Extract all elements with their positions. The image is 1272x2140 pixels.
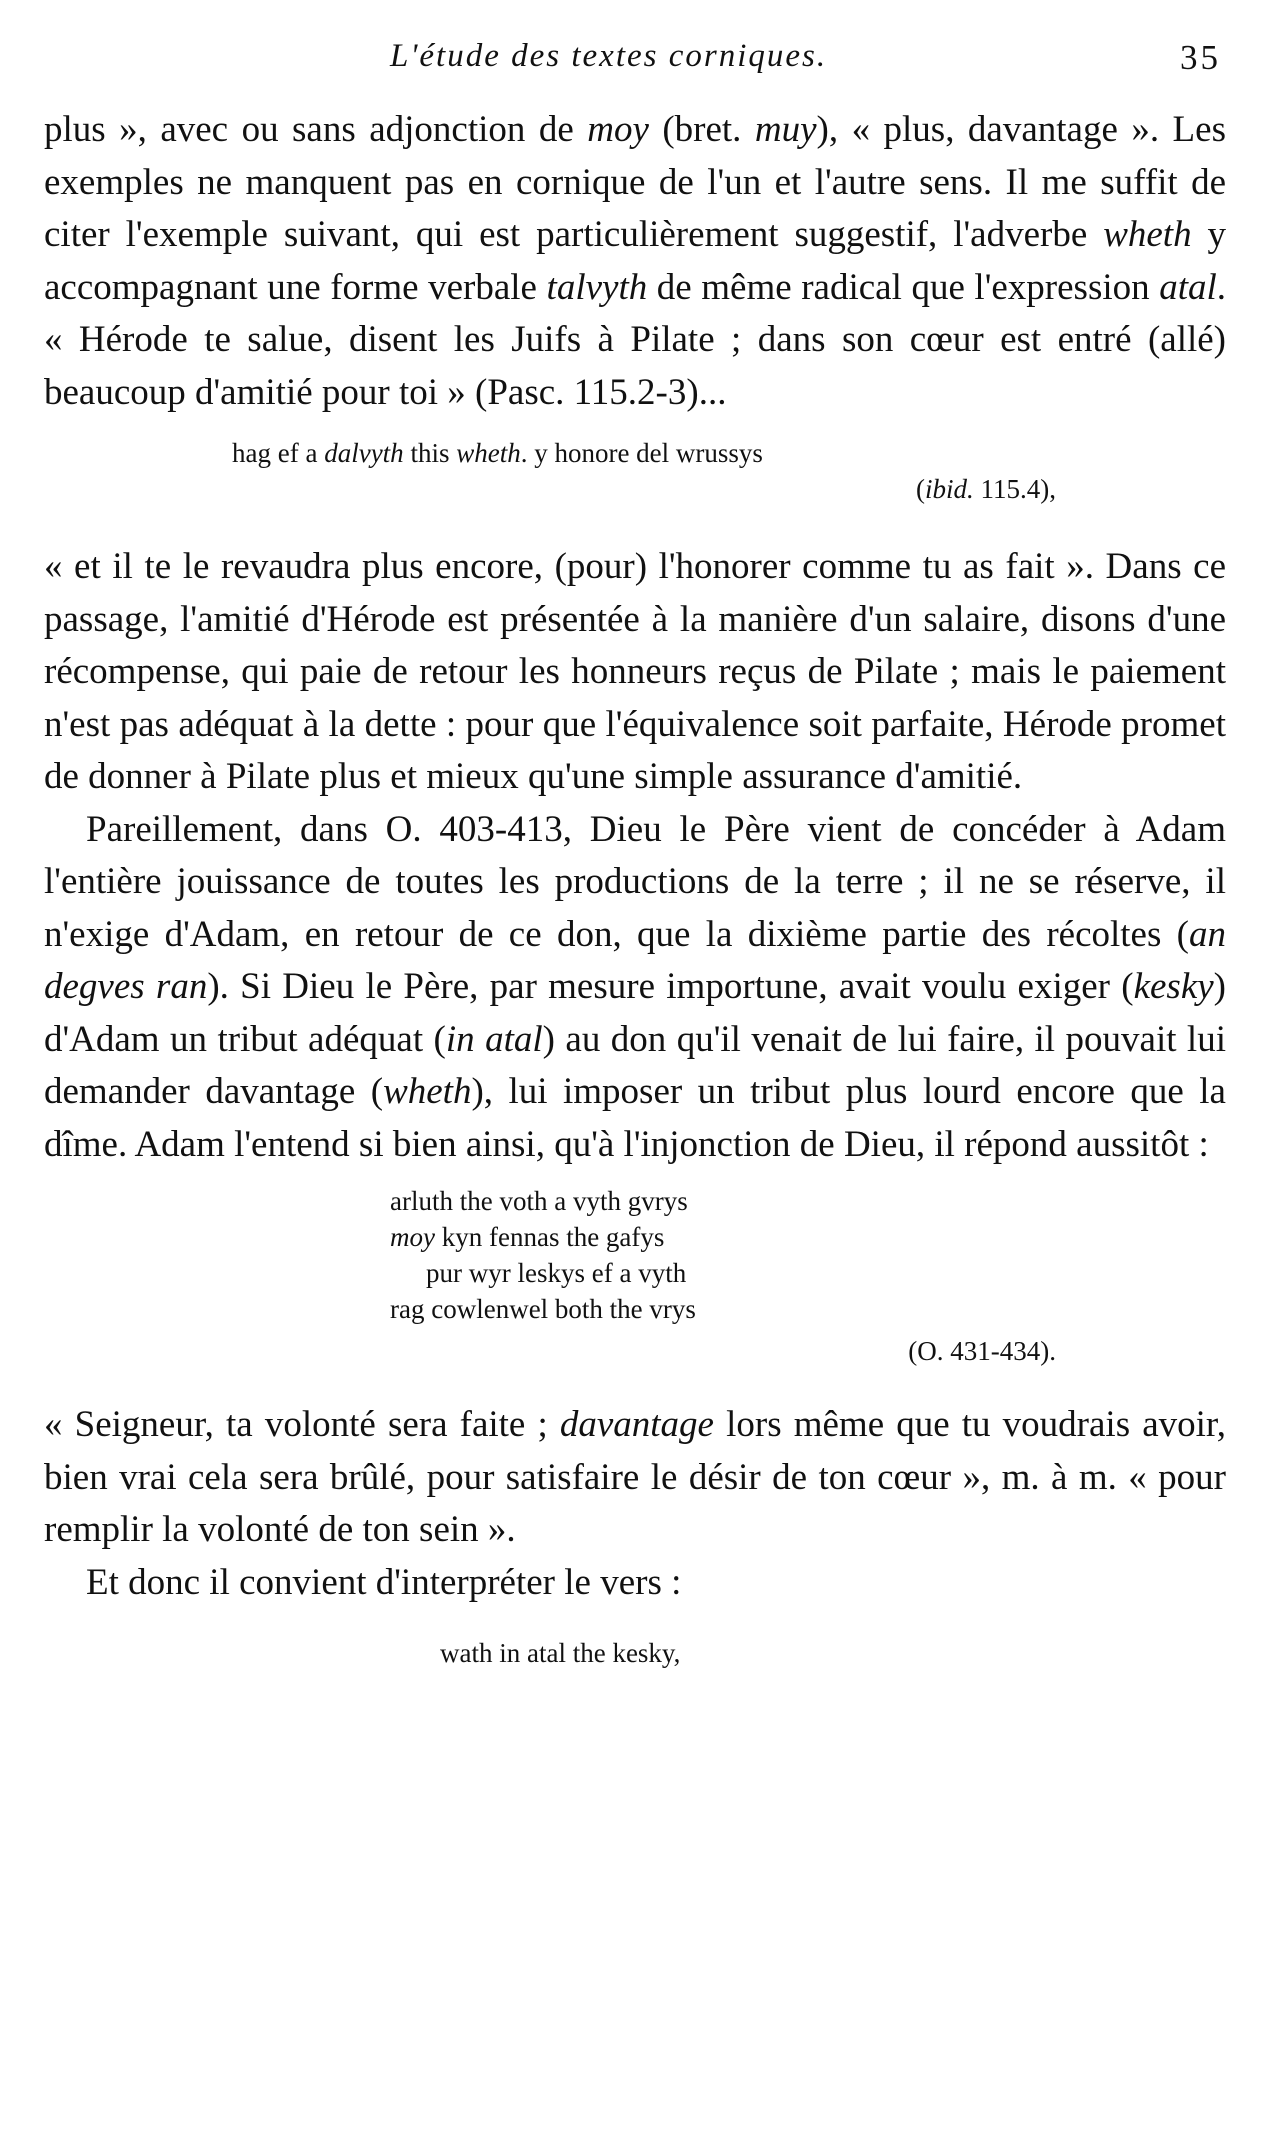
italic-term: davantage: [559, 1404, 714, 1445]
text-run: ) d'Adam un tribut adéquat (: [44, 966, 1226, 1060]
text-run: (: [915, 474, 925, 504]
text-run: y accompagnant une forme verbale: [44, 214, 1226, 308]
italic-term: an degves ran: [44, 913, 1226, 1007]
page-header: [0, 38, 1272, 88]
text-run: « Seigneur, ta volonté sera faite ;: [44, 1404, 560, 1445]
paragraph-1: [44, 104, 1226, 419]
text-run: . « Hérode te salue, disent les Juifs à Pilate ; dans son cœur est entré (allé) beaucoup d'amitié pour toi » (Pasc. 115.2-3)...: [44, 266, 1226, 413]
text-run: kyn fennas the gafys: [434, 1222, 665, 1252]
text-run: ) au don qu'il venait de lui faire, il pouvait lui demander davantage (: [44, 1018, 1226, 1112]
text-run: ), « plus, davantage ». Les exemples ne manquent pas en cornique de l'un et l'autre sens. Il me suffit de citer l'exemple suivant, qui est particulièrement suggestif, l'adverbe: [44, 109, 1226, 255]
italic-term: ibid.: [924, 474, 974, 504]
italic-term: dalvyth: [324, 438, 404, 468]
text-run: . y honore del wrussys: [520, 438, 763, 468]
italic-term: talvyth: [546, 266, 648, 308]
text-run: 115.4),: [973, 474, 1056, 504]
italic-term: muy: [754, 109, 817, 150]
cornish-quote-1: [44, 435, 1226, 507]
italic-term: wheth: [1103, 214, 1192, 255]
quote-reference: [44, 471, 1226, 507]
verse-line: [44, 1219, 1226, 1255]
text-run: hag ef a: [232, 438, 325, 468]
italic-term: atal: [1159, 266, 1217, 308]
paragraph-4: [44, 1399, 1226, 1557]
italic-term: wheth: [383, 1071, 472, 1112]
text-run: Pareillement, dans O. 403-413, Dieu le Père vient de concéder à Adam l'entière jouissance de toutes les productions de la terre ; il ne se réserve, il n'exige d'Adam, en retour de ce don, que la dixième partie des récoltes (: [44, 808, 1226, 955]
verse-line: rag cowlenwel both the vrys: [390, 1294, 696, 1324]
quote-line: [44, 435, 1226, 471]
italic-term: moy: [390, 1222, 435, 1252]
verse-reference: (O. 431-434).: [908, 1336, 1056, 1366]
page-body: [44, 104, 1226, 1671]
text-run: de même radical que l'expression: [647, 266, 1160, 308]
text-run: plus », avec ou sans adjonction de: [44, 109, 588, 150]
verse-line: pur wyr leskys ef a vyth: [426, 1258, 687, 1288]
verse-quote: [44, 1183, 1226, 1369]
running-title: L'étude des textes corniques.: [390, 38, 828, 74]
verse-line: arluth the voth a vyth gvrys: [390, 1186, 688, 1216]
text-run: (bret.: [648, 109, 755, 150]
page-number: 35: [1180, 38, 1221, 77]
text-run: ). Si Dieu le Père, par mesure importune, avait voulu exiger (: [207, 966, 1134, 1007]
text-run: this: [403, 438, 457, 468]
quote-line: wath in atal the kesky,: [440, 1638, 681, 1668]
text-run: lors même que tu voudrais avoir, bien vrai cela sera brûlé, pour satisfaire le désir de ton cœur », m. à m. « pour remplir la volonté de ton sein ».: [44, 1404, 1226, 1550]
cornish-quote-2: [44, 1635, 1226, 1671]
italic-term: wheth: [456, 438, 521, 468]
paragraph-5: Et donc il convient d'interpréter le vers :: [86, 1561, 682, 1603]
italic-term: moy: [587, 109, 649, 150]
italic-term: kesky: [1133, 966, 1214, 1007]
paragraph-2: « et il te le revaudra plus encore, (pour) l'honorer comme tu as fait ». Dans ce passage, l'amitié d'Hérode est présentée à la manière d'un salaire, disons d'une récompense, qui paie de retour les honneurs reçus de Pilate ; mais le paiement n'est pas adéquat à la dette : pour que l'équivalence soit parfaite, Hérode promet de donner à Pilate plus et mieux qu'une simple assurance d'amitié.: [44, 546, 1226, 797]
paragraph-3: [44, 804, 1226, 1172]
italic-term: in atal: [445, 1018, 543, 1060]
text-run: ), lui imposer un tribut plus lourd encore que la dîme. Adam l'entend si bien ainsi, qu'à l'injonction de Dieu, il répond aussitôt :: [44, 1071, 1226, 1165]
